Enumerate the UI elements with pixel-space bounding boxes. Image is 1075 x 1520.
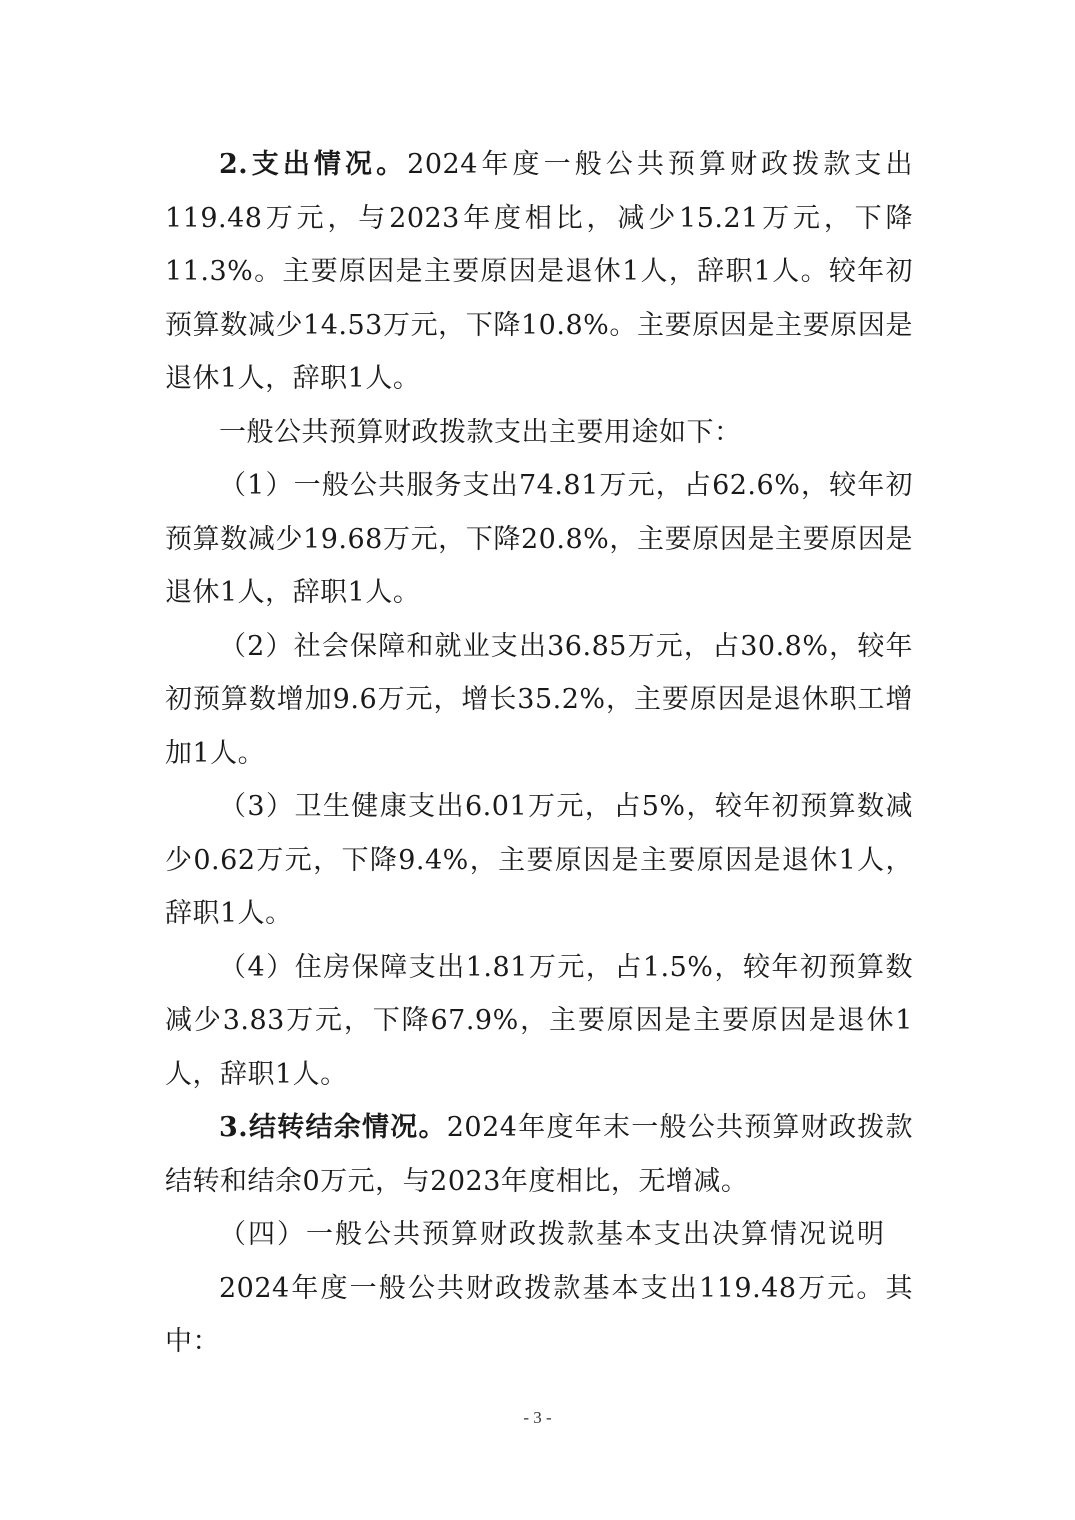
paragraph-text: （2）社会保障和就业支出36.85万元，占30.8%，较年初预算数增加9.6万元，增长35.2%，主要原因是退休职工增加1人。 <box>165 630 913 769</box>
paragraph-usage-intro <box>165 406 913 460</box>
page-number: - 3 - <box>523 1408 552 1427</box>
paragraph-basic-expenditure <box>165 1262 913 1369</box>
paragraph-text: 2024年度年末一般公共预算财政拨款结转和结余0万元，与2023年度相比，无增减。 <box>165 1112 914 1197</box>
paragraph-text: 2024年度一般公共预算财政拨款支出119.48万元，与2023年度相比，减少15.21万元，下降11.3%。主要原因是主要原因是退休1人，辞职1人。较年初预算数减少14.53万元，下降10.8%。主要原因是主要原因是退休1人，辞职1人。 <box>165 149 913 394</box>
paragraph-text: （3）卫生健康支出6.01万元，占5%，较年初预算数减少0.62万元，下降9.4%，主要原因是主要原因是退休1人，辞职1人。 <box>165 791 913 929</box>
paragraph-text: （4）住房保障支出1.81万元，占1.5%，较年初预算数减少3.83万元，下降67.9%，主要原因是主要原因是退休1人，辞职1人。 <box>165 951 913 1090</box>
paragraph-item-1 <box>165 459 913 620</box>
paragraph-carryover <box>165 1101 913 1208</box>
paragraph-item-3 <box>165 780 913 941</box>
paragraph-lead: 2.支出情况。 <box>219 149 408 180</box>
paragraph-expenditure <box>165 138 913 406</box>
paragraph-text: （1）一般公共服务支出74.81万元，占62.6%，较年初预算数减少19.68万元，下降20.8%，主要原因是主要原因是退休1人，辞职1人。 <box>165 470 913 608</box>
paragraph-item-2 <box>165 620 913 781</box>
paragraph-text: 2024年度一般公共财政拨款基本支出119.48万元。其中： <box>165 1272 913 1357</box>
paragraph-item-4 <box>165 941 913 1102</box>
section-heading: （四）一般公共预算财政拨款基本支出决算情况说明 <box>219 1219 886 1250</box>
document-body <box>165 138 913 1369</box>
paragraph-text: 一般公共预算财政拨款支出主要用途如下： <box>219 416 742 448</box>
paragraph-lead: 3.结转结余情况。 <box>219 1112 447 1143</box>
